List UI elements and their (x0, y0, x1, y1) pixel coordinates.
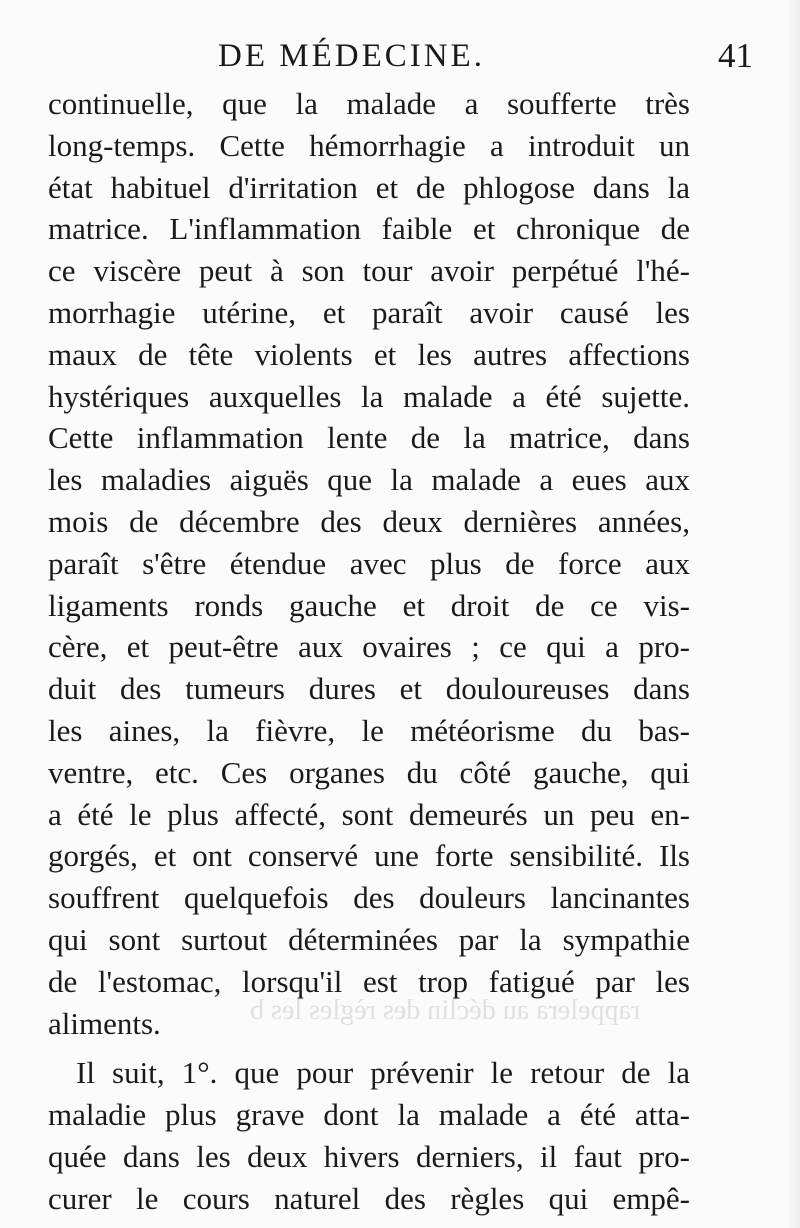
page-edge-shadow (786, 0, 800, 1228)
paragraph-gap (48, 1044, 690, 1052)
text-line: état habituel d'irritation et de phlogose dans la (48, 169, 690, 205)
text-line: mois de décembre des deux dernières années, (48, 503, 690, 539)
text-line: matrice. L'inflammation faible et chronique de (48, 211, 690, 247)
text-line: ce viscère peut à son tour avoir perpétué l'hé- (48, 253, 690, 289)
paragraph (48, 83, 690, 1044)
paragraph (48, 1052, 690, 1219)
running-head (0, 34, 800, 84)
running-title: DE MÉDECINE. (218, 38, 485, 74)
text-line: maux de tête violents et les autres affections (48, 336, 690, 372)
text-line: de l'estomac, lorsqu'il est trop fatigué par les (48, 963, 690, 999)
show-through-text: rappelera au déclin des règles les b (250, 995, 641, 1026)
text-line: souffrent quelquefois des douleurs lancinantes (48, 880, 690, 916)
text-line: les aines, la fièvre, le météorisme du bas- (48, 712, 690, 748)
body-text (48, 83, 690, 1220)
text-line: Cette inflammation lente de la matrice, dans (48, 420, 690, 456)
text-line: a été le plus affecté, sont demeurés un peu en- (48, 796, 690, 832)
text-line: cère, et peut-être aux ovaires ; ce qui a pro- (48, 629, 690, 665)
text-line: hystériques auxquelles la malade a été sujette. (48, 378, 690, 414)
text-line: gorgés, et ont conservé une forte sensibilité. Ils (48, 838, 690, 874)
text-line: ventre, etc. Ces organes du côté gauche, qui (48, 754, 690, 790)
text-line: maladie plus grave dont la malade a été atta- (48, 1097, 690, 1133)
text-line: morrhagie utérine, et paraît avoir causé les (48, 294, 690, 330)
text-line: continuelle, que la malade a soufferte très (48, 86, 690, 121)
text-line: les maladies aiguës que la malade a eues aux (48, 462, 690, 498)
text-line: aliments. (48, 1005, 161, 1041)
text-line: Il suit, 1°. que pour prévenir le retour de la (76, 1055, 690, 1091)
text-line: long-temps. Cette hémorrhagie a introduit un (48, 127, 690, 163)
text-line: qui sont surtout déterminées par la sympathie (48, 921, 690, 957)
text-line: duit des tumeurs dures et douloureuses dans (48, 671, 690, 707)
text-line: ligaments ronds gauche et droit de ce vis- (48, 587, 690, 623)
text-line: paraît s'être étendue avec plus de force aux (48, 545, 690, 581)
text-line: quée dans les deux hivers derniers, il faut pro- (48, 1138, 690, 1174)
text-line: curer le cours naturel des règles qui empê- (48, 1180, 690, 1216)
page-number: 41 (718, 36, 753, 75)
